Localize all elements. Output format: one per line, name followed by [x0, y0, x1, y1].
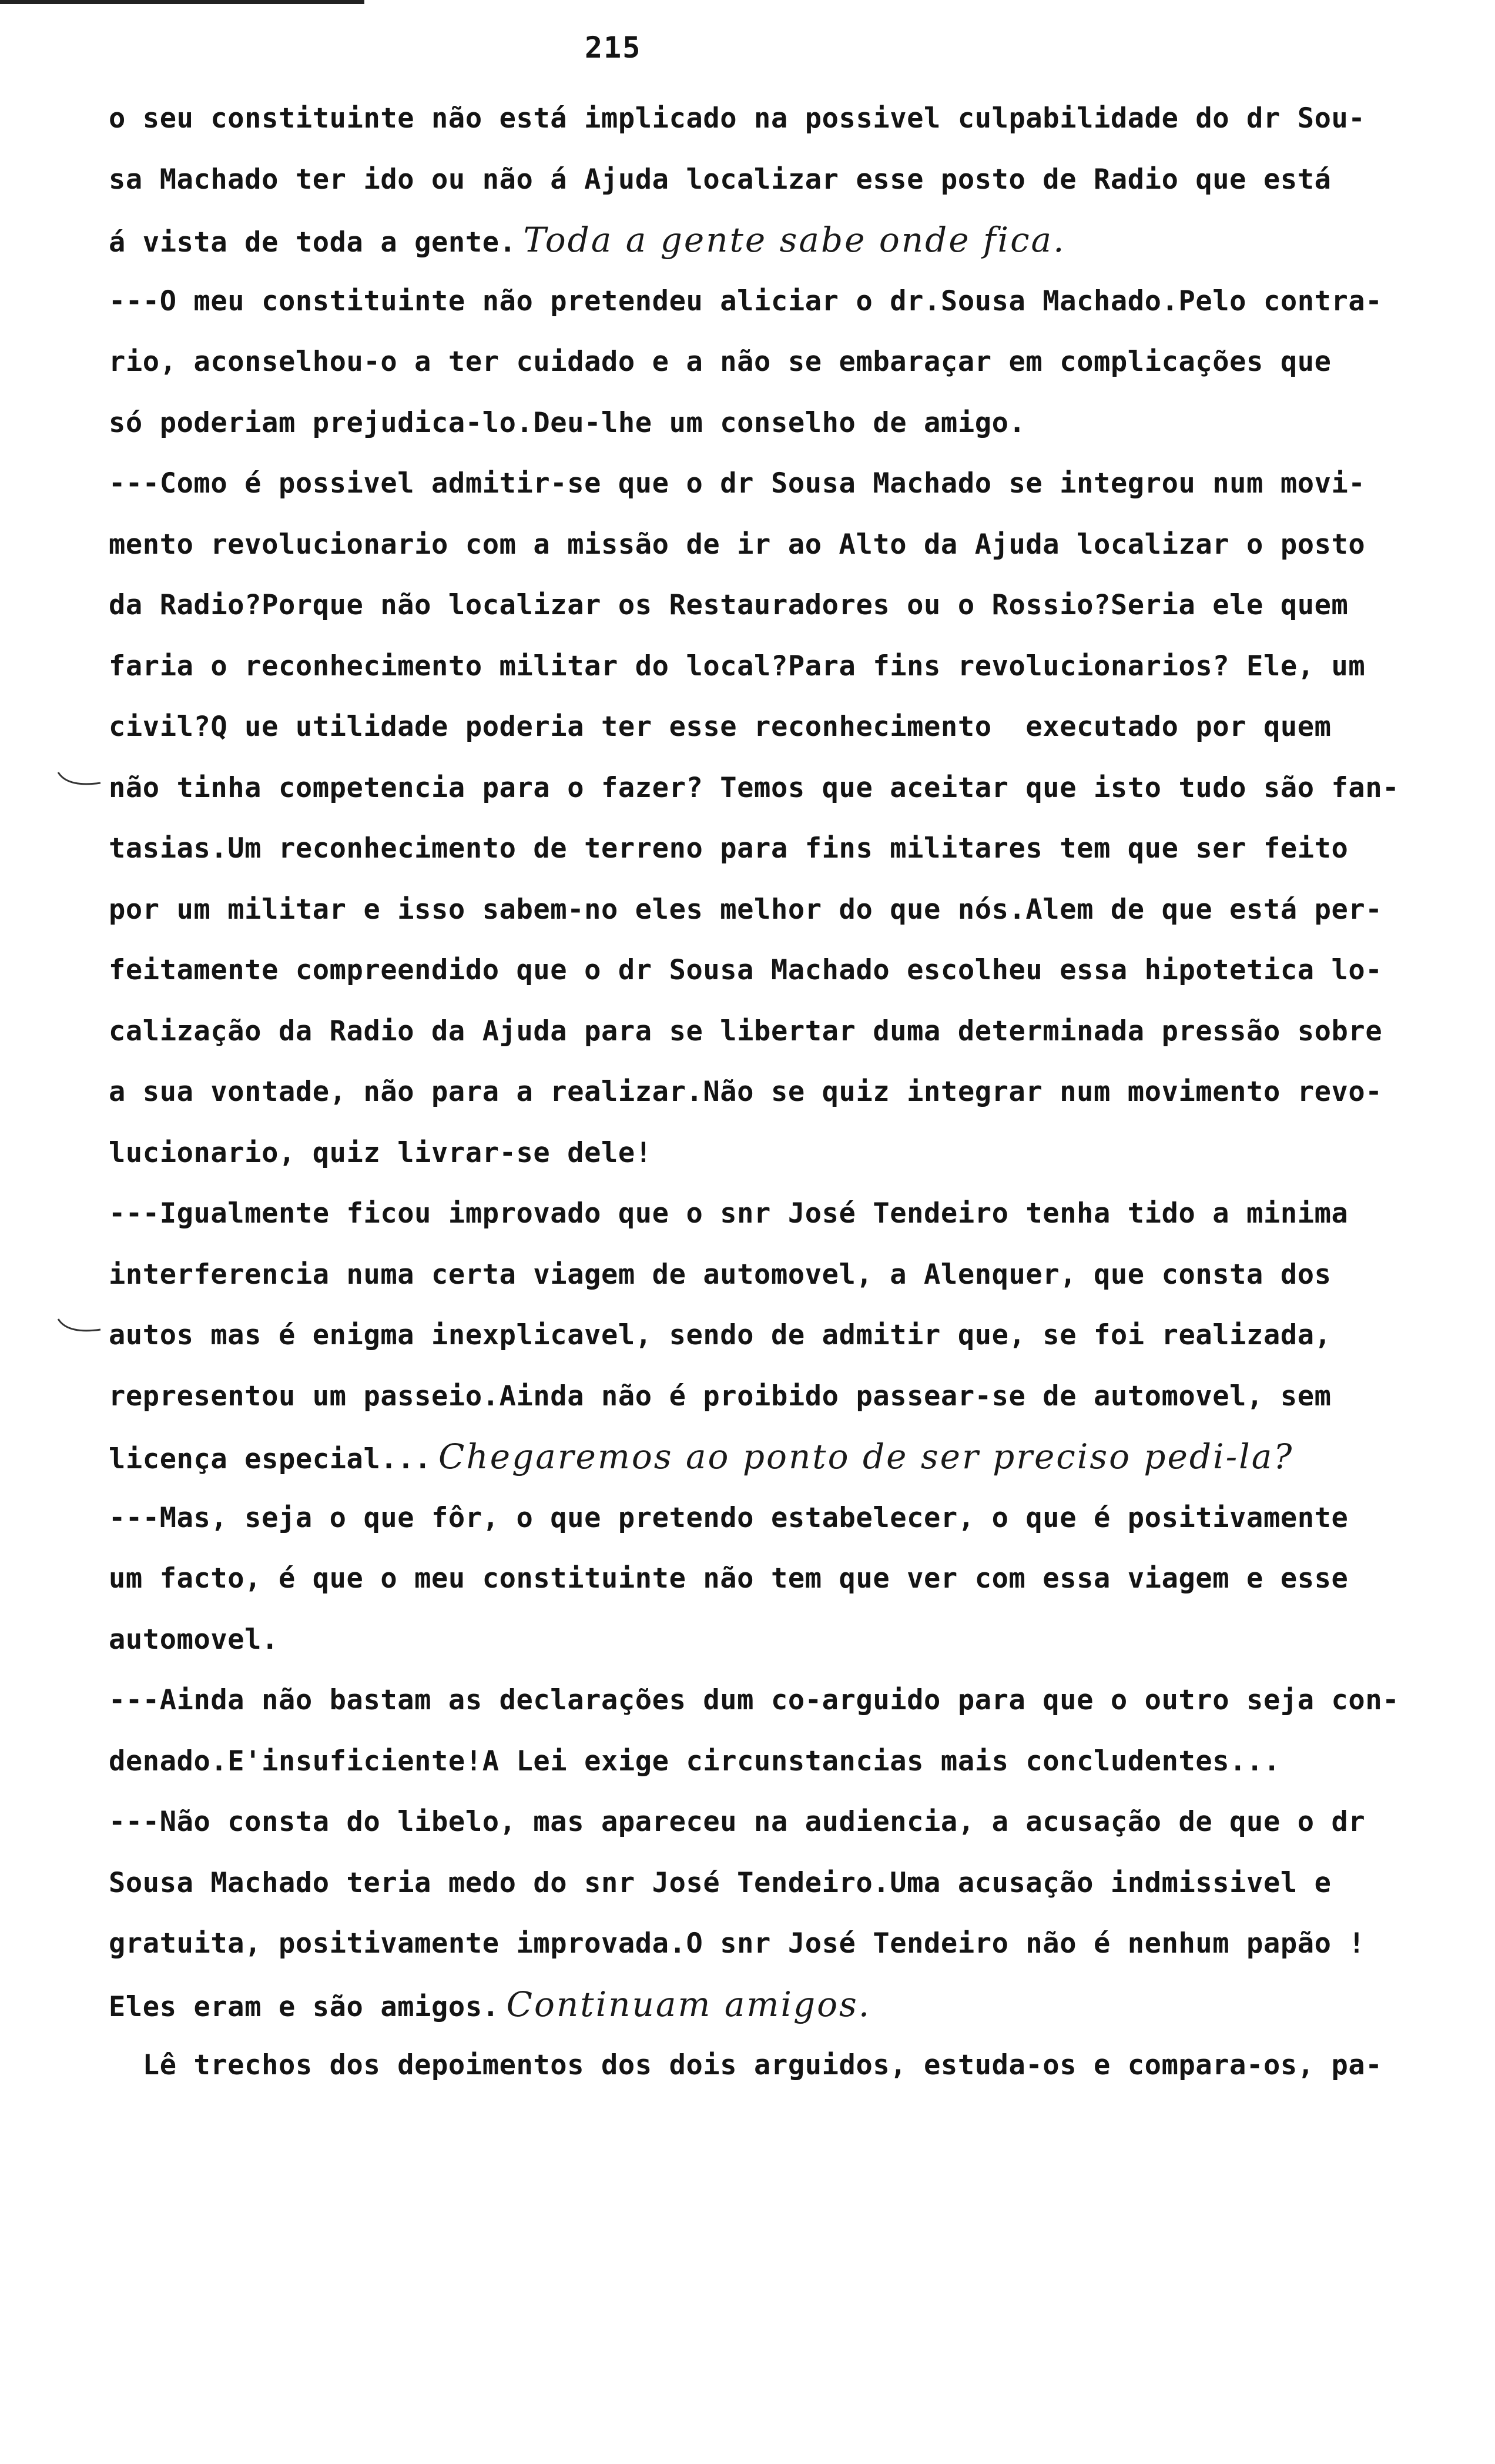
- typed-text: por um militar e isso sabem-no eles melhor do que nós.Alem de que está per-: [109, 893, 1383, 926]
- text-line: [109, 940, 1466, 1001]
- margin-tick-mark: [56, 770, 103, 794]
- typed-text: licença especial...: [109, 1443, 432, 1475]
- text-line: [109, 1974, 1466, 2036]
- typed-text: ---O meu constituinte não pretendeu aliciar o dr.Sousa Machado.Pelo contra-: [109, 284, 1383, 317]
- text-line: [109, 332, 1466, 393]
- typed-text: ---Não consta do libelo, mas apareceu na audiencia, a acusação de que o dr: [109, 1806, 1366, 1838]
- typed-text: da Radio?Porque não localizar os Restauradores ou o Rossio?Seria ele quem: [109, 589, 1349, 621]
- typed-text: um facto, é que o meu constituinte não tem que ver com essa viagem e esse: [109, 1562, 1349, 1595]
- typed-text: calização da Radio da Ajuda para se libertar duma determinada pressão sobre: [109, 1015, 1383, 1047]
- text-line: [109, 697, 1466, 758]
- text-line: [109, 149, 1466, 210]
- typed-text: não tinha competencia para o fazer? Temos que aceitar que isto tudo são fan-: [109, 771, 1400, 804]
- typed-text: ---Mas, seja o que fôr, o que pretendo estabelecer, o que é positivamente: [109, 1501, 1349, 1534]
- typed-text: a sua vontade, não para a realizar.Não se quiz integrar num movimento revo-: [109, 1076, 1383, 1108]
- typed-text: á vista de toda a gente.: [109, 226, 517, 259]
- text-line: [109, 1183, 1466, 1244]
- handwritten-annotation: Continuam amigos.: [506, 1984, 871, 2024]
- typed-text: o seu constituinte não está implicado na possivel culpabilidade do dr Sou-: [109, 102, 1366, 135]
- handwritten-annotation: Toda a gente sabe onde fica.: [523, 220, 1066, 260]
- typed-text: Lê trechos dos depoimentos dos dois arguidos, estuda-os e compara-os, pa-: [109, 2049, 1383, 2081]
- text-line: [109, 1488, 1466, 1549]
- typed-text: tasias.Um reconhecimento de terreno para fins militares tem que ser feito: [109, 832, 1349, 865]
- text-line: [109, 393, 1466, 454]
- typed-text: representou um passeio.Ainda não é proibido passear-se de automovel, sem: [109, 1380, 1332, 1412]
- typed-text: ---Ainda não bastam as declarações dum co-arguido para que o outro seja con-: [109, 1684, 1400, 1716]
- text-line: [109, 1001, 1466, 1062]
- typed-text: lucionario, quiz livrar-se dele!: [109, 1136, 652, 1169]
- typed-text: Sousa Machado teria medo do snr José Tendeiro.Uma acusação indmissivel e: [109, 1866, 1332, 1899]
- margin-tick-mark: [56, 1317, 103, 1340]
- text-line: [109, 1731, 1466, 1792]
- text-line: [109, 88, 1466, 149]
- typed-text: autos mas é enigma inexplicavel, sendo de admitir que, se foi realizada,: [109, 1319, 1332, 1351]
- typed-text: civil?Q ue utilidade poderia ter esse reconhecimento executado por quem: [109, 711, 1332, 743]
- typed-text: rio, aconselhou-o a ter cuidado e a não se embaraçar em complicações que: [109, 346, 1332, 378]
- typed-text: faria o reconhecimento militar do local?Para fins revolucionarios? Ele, um: [109, 650, 1366, 682]
- text-line: [109, 575, 1466, 636]
- typed-text: sa Machado ter ido ou não á Ajuda localizar esse posto de Radio que está: [109, 163, 1332, 196]
- text-line: [109, 210, 1466, 271]
- text-line: [109, 1427, 1466, 1488]
- typed-text: denado.E'insuficiente!A Lei exige circunstancias mais concludentes...: [109, 1745, 1281, 1777]
- text-line: [109, 1548, 1466, 1609]
- text-line: [109, 1609, 1466, 1670]
- typed-text: automovel.: [109, 1623, 279, 1656]
- typed-text: Eles eram e são amigos.: [109, 1990, 500, 2023]
- typed-text: feitamente compreendido que o dr Sousa Machado escolheu essa hipotetica lo-: [109, 954, 1383, 986]
- text-line: [109, 271, 1466, 332]
- typed-text: gratuita, positivamente improvada.O snr José Tendeiro não é nenhum papão !: [109, 1927, 1366, 1960]
- typed-text: ---Como é possivel admitir-se que o dr Sousa Machado se integrou num movi-: [109, 467, 1366, 500]
- handwritten-annotation: Chegaremos ao ponto de ser preciso pedi-la?: [438, 1437, 1294, 1477]
- text-line: [109, 879, 1466, 940]
- typed-text: só poderiam prejudica-lo.Deu-lhe um conselho de amigo.: [109, 406, 1026, 439]
- text-line: [109, 1853, 1466, 1914]
- text-line: [109, 514, 1466, 575]
- typed-text: interferencia numa certa viagem de automovel, a Alenquer, que consta dos: [109, 1258, 1332, 1291]
- text-line: [109, 1062, 1466, 1123]
- text-line: [109, 1244, 1466, 1305]
- text-line: [109, 2035, 1466, 2096]
- text-line: [109, 818, 1466, 879]
- text-line: [109, 453, 1466, 514]
- text-line: [109, 1366, 1466, 1427]
- text-line: [109, 636, 1466, 697]
- typed-text: mento revolucionario com a missão de ir ao Alto da Ajuda localizar o posto: [109, 528, 1366, 561]
- document-body: [109, 88, 1466, 2096]
- text-line: [109, 1792, 1466, 1853]
- top-border-line: [0, 0, 364, 4]
- text-line: [109, 1123, 1466, 1184]
- text-line: [109, 1670, 1466, 1731]
- page-number: 215: [585, 31, 642, 65]
- text-line: [109, 1305, 1466, 1366]
- text-line: [109, 758, 1466, 819]
- text-line: [109, 1913, 1466, 1974]
- typed-text: ---Igualmente ficou improvado que o snr José Tendeiro tenha tido a minima: [109, 1197, 1349, 1230]
